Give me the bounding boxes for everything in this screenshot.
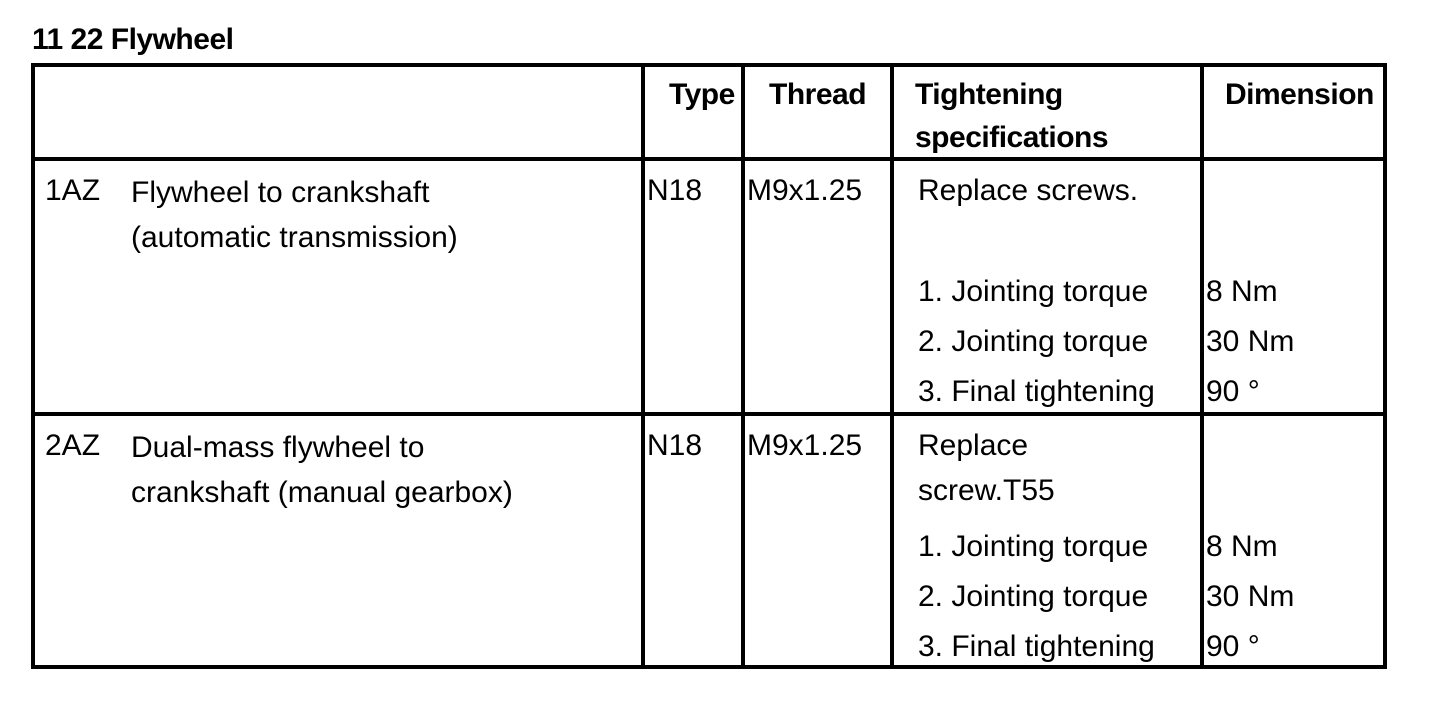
row-id: 1AZ — [45, 174, 101, 207]
row-description-line2: crankshaft (manual gearbox) — [131, 476, 513, 509]
row-type: N18 — [647, 429, 703, 462]
header-spec-line1: Tightening — [915, 78, 1063, 111]
row-description-line1: Dual-mass flywheel to — [131, 431, 425, 464]
row-type: N18 — [647, 174, 703, 207]
step-value: 8 Nm — [1206, 530, 1278, 563]
column-divider — [1200, 67, 1204, 665]
row-description-line2: (automatic transmission) — [131, 221, 458, 254]
step-label: 1. Jointing torque — [918, 275, 1149, 308]
header-dimension: Dimension — [1225, 78, 1374, 111]
step-labels — [918, 267, 1155, 417]
step-label: 2. Jointing torque — [918, 580, 1149, 613]
step-label: 2. Jointing torque — [918, 325, 1149, 358]
step-value: 30 Nm — [1206, 325, 1295, 358]
header-thread: Thread — [769, 78, 867, 111]
row-description-line1: Flywheel to crankshaft — [131, 176, 430, 209]
column-divider — [641, 67, 645, 665]
step-value: 90 ° — [1206, 375, 1260, 408]
step-value: 90 ° — [1206, 630, 1260, 663]
row-id: 2AZ — [45, 429, 101, 462]
page-title: 11 22 Flywheel — [32, 23, 234, 56]
step-value: 8 Nm — [1206, 275, 1278, 308]
header-spec-line2: specifications — [915, 121, 1109, 154]
row-divider — [35, 412, 1383, 416]
column-divider — [741, 67, 745, 665]
column-divider — [890, 67, 894, 665]
step-values — [1206, 522, 1294, 672]
row-thread: M9x1.25 — [747, 429, 863, 462]
row-note-line1: Replace screws. — [918, 174, 1139, 207]
row-note-line1: Replace — [918, 429, 1029, 462]
row-note-line2: screw.T55 — [918, 474, 1055, 507]
step-label: 3. Final tightening — [918, 375, 1155, 408]
header-divider — [35, 157, 1383, 161]
header-type: Type — [669, 78, 735, 111]
step-value: 30 Nm — [1206, 580, 1295, 613]
step-values — [1206, 267, 1294, 417]
step-label: 3. Final tightening — [918, 630, 1155, 663]
spec-table — [31, 63, 1387, 669]
row-thread: M9x1.25 — [747, 174, 863, 207]
step-label: 1. Jointing torque — [918, 530, 1149, 563]
step-labels — [918, 522, 1155, 672]
